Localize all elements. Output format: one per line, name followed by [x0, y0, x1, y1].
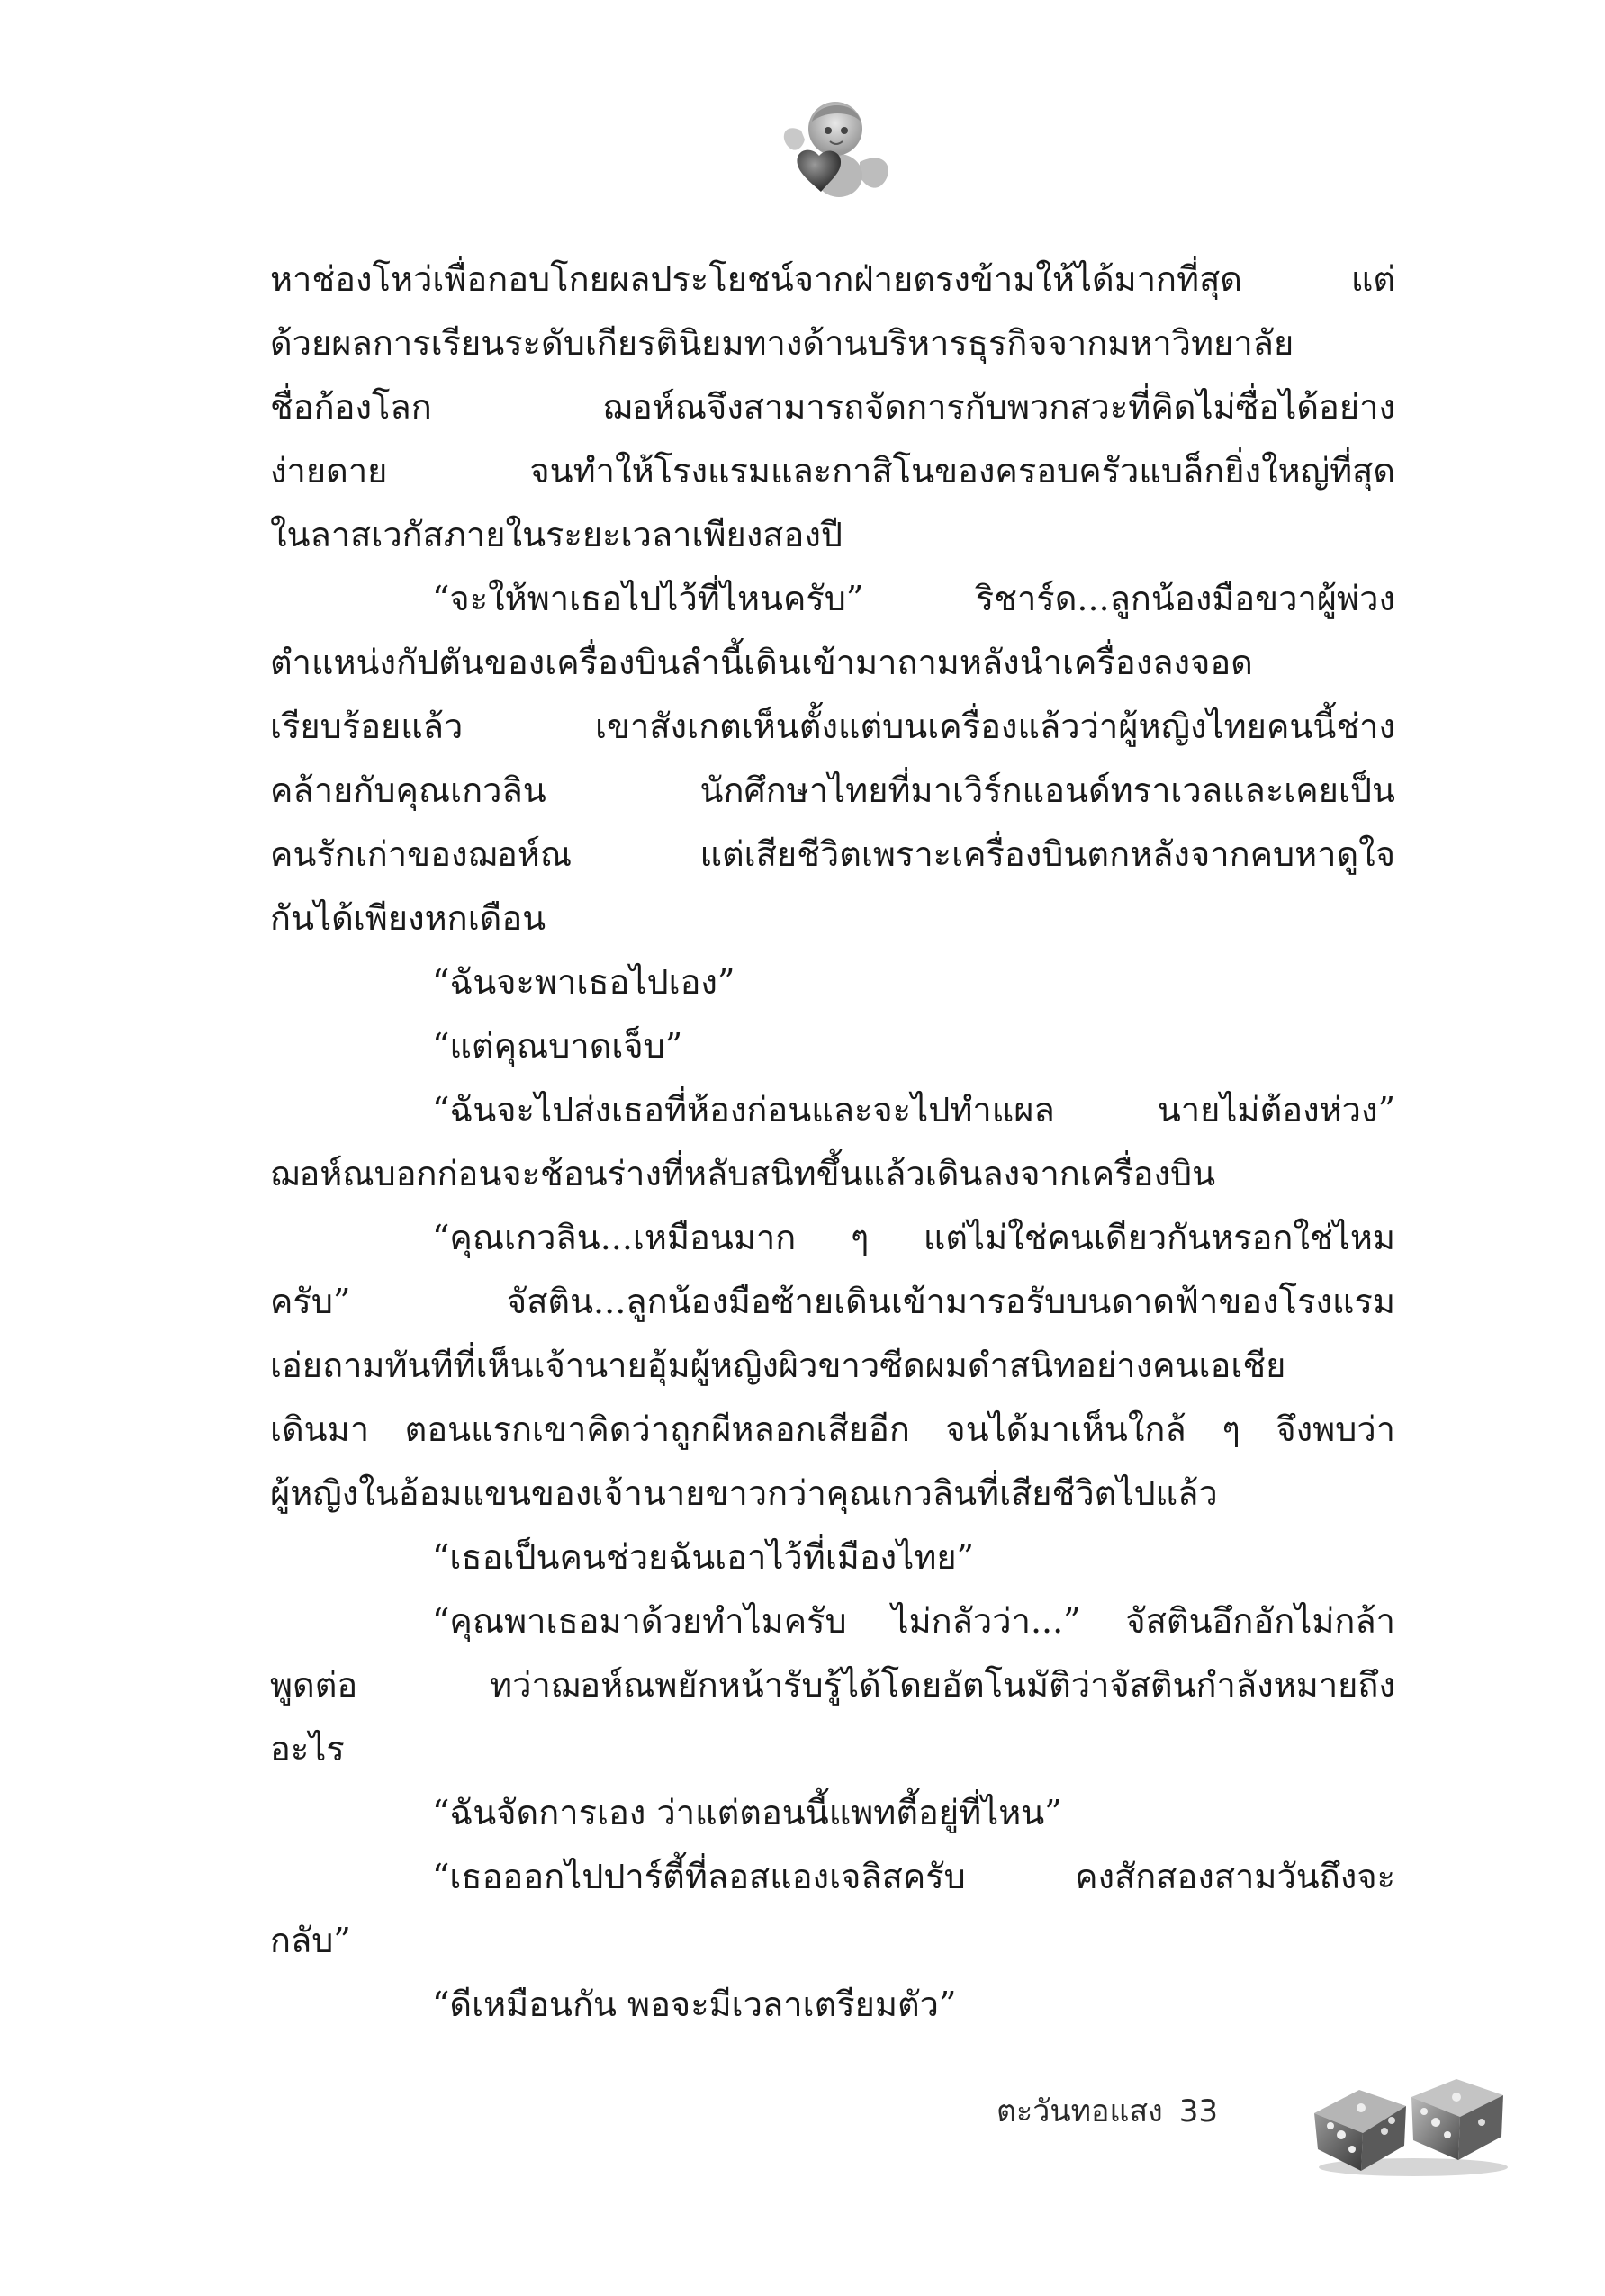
paragraph	[270, 248, 1395, 567]
page-footer	[0, 2070, 1605, 2196]
page-body	[270, 248, 1395, 2037]
paragraph	[270, 1526, 1395, 1589]
text-line: ในลาสเวกัสภายในระยะเวลาเพียงสองปี	[270, 515, 843, 554]
paragraph	[270, 1845, 1395, 1973]
paragraph	[270, 1781, 1395, 1845]
paragraph	[270, 1589, 1395, 1781]
text-line: กันได้เพียงหกเดือน	[270, 898, 546, 938]
page-number: 33	[1178, 2093, 1218, 2129]
text-line: “แต่คุณบาดเจ็บ”	[432, 1026, 683, 1066]
text-line: ครับ” จัสติน...ลูกน้องมือซ้ายเดินเข้ามารอรับบนดาดฟ้าของโรงแรม	[270, 1282, 1395, 1321]
text-line: คนรักเก่าของฌอห์ณ แต่เสียชีวิตเพราะเครื่องบินตกหลังจากคบหาดูใจ	[270, 834, 1395, 874]
text-line: “ฉันจะไปส่งเธอที่ห้องก่อนและจะไปทำแผล นายไม่ต้องห่วง”	[432, 1090, 1395, 1130]
text-line: คล้ายกับคุณเกวลิน นักศึกษาไทยที่มาเวิร์กแอนด์ทราเวลและเคยเป็น	[270, 770, 1395, 810]
text-line: ตำแหน่งกัปตันของเครื่องบินลำนี้เดินเข้ามาถามหลังนำเครื่องลงจอด	[270, 643, 1253, 682]
paragraph	[270, 567, 1395, 950]
text-line: หาช่องโหว่เพื่อกอบโกยผลประโยชน์จากฝ่ายตรงข้ามให้ได้มากที่สุด แต่	[270, 259, 1395, 299]
text-line: “ดีเหมือนกัน พอจะมีเวลาเตรียมตัว”	[432, 1985, 957, 2024]
text-line: เรียบร้อยแล้ว เขาสังเกตเห็นตั้งแต่บนเครื่องแล้วว่าผู้หญิงไทยคนนี้ช่าง	[270, 707, 1395, 746]
text-line: “ฉันจัดการเอง ว่าแต่ตอนนี้แพทตี้อยู่ที่ไหน”	[432, 1793, 1062, 1832]
paragraph	[270, 1973, 1395, 2037]
text-line: “ฉันจะพาเธอไปเอง”	[432, 962, 735, 1002]
text-line: “เธอออกไปปาร์ตี้ที่ลอสแองเจลิสครับ คงสักสองสามวันถึงจะ	[432, 1857, 1395, 1896]
text-line: ฌอห์ณบอกก่อนจะช้อนร่างที่หลับสนิทขึ้นแล้วเดินลงจากเครื่องบิน	[270, 1154, 1216, 1193]
text-line: ผู้หญิงในอ้อมแขนของเจ้านายขาวกว่าคุณเกวลินที่เสียชีวิตไปแล้ว	[270, 1473, 1218, 1513]
text-line: ชื่อก้องโลก ฌอห์ณจึงสามารถจัดการกับพวกสวะที่คิดไม่ซื่อได้อย่าง	[270, 387, 1395, 427]
paragraph	[270, 950, 1395, 1014]
paragraph	[270, 1014, 1395, 1078]
text-line: เดินมา ตอนแรกเขาคิดว่าถูกผีหลอกเสียอีก จนได้มาเห็นใกล้ ๆ จึงพบว่า	[270, 1409, 1395, 1449]
text-line: พูดต่อ ทว่าฌอห์ณพยักหน้ารับรู้ได้โดยอัตโนมัติว่าจัสตินกำลังหมายถึง	[270, 1665, 1395, 1705]
header-ornament	[774, 86, 900, 212]
text-line: ด้วยผลการเรียนระดับเกียรตินิยมทางด้านบริหารธุรกิจจากมหาวิทยาลัย	[270, 323, 1294, 363]
paragraph	[270, 1078, 1395, 1206]
dice-icon	[1305, 2070, 1512, 2178]
text-line: อะไร	[270, 1729, 345, 1769]
text-line: กลับ”	[270, 1921, 351, 1960]
text-line: “จะให้พาเธอไปไว้ที่ไหนครับ” ริชาร์ด...ลูกน้องมือขวาผู้พ่วง	[432, 579, 1395, 618]
text-line: เอ่ยถามทันทีที่เห็นเจ้านายอุ้มผู้หญิงผิวขาวซีดผมดำสนิทอย่างคนเอเชีย	[270, 1346, 1286, 1385]
text-line: ง่ายดาย จนทำให้โรงแรมและกาสิโนของครอบครัวแบล็กยิ่งใหญ่ที่สุด	[270, 451, 1395, 491]
text-line: “คุณเกวลิน...เหมือนมาก ๆ แต่ไม่ใช่คนเดียวกันหรอกใช่ไหม	[432, 1218, 1395, 1257]
running-footer	[996, 2086, 1218, 2135]
text-line: “เธอเป็นคนช่วยฉันเอาไว้ที่เมืองไทย”	[432, 1537, 975, 1577]
cherub-heart-icon	[774, 86, 900, 212]
text-line: “คุณพาเธอมาด้วยทำไมครับ ไม่กลัวว่า...” จัสตินอึกอักไม่กล้า	[432, 1601, 1395, 1641]
paragraph	[270, 1206, 1395, 1526]
book-title: ตะวันทอแสง	[996, 2093, 1163, 2129]
